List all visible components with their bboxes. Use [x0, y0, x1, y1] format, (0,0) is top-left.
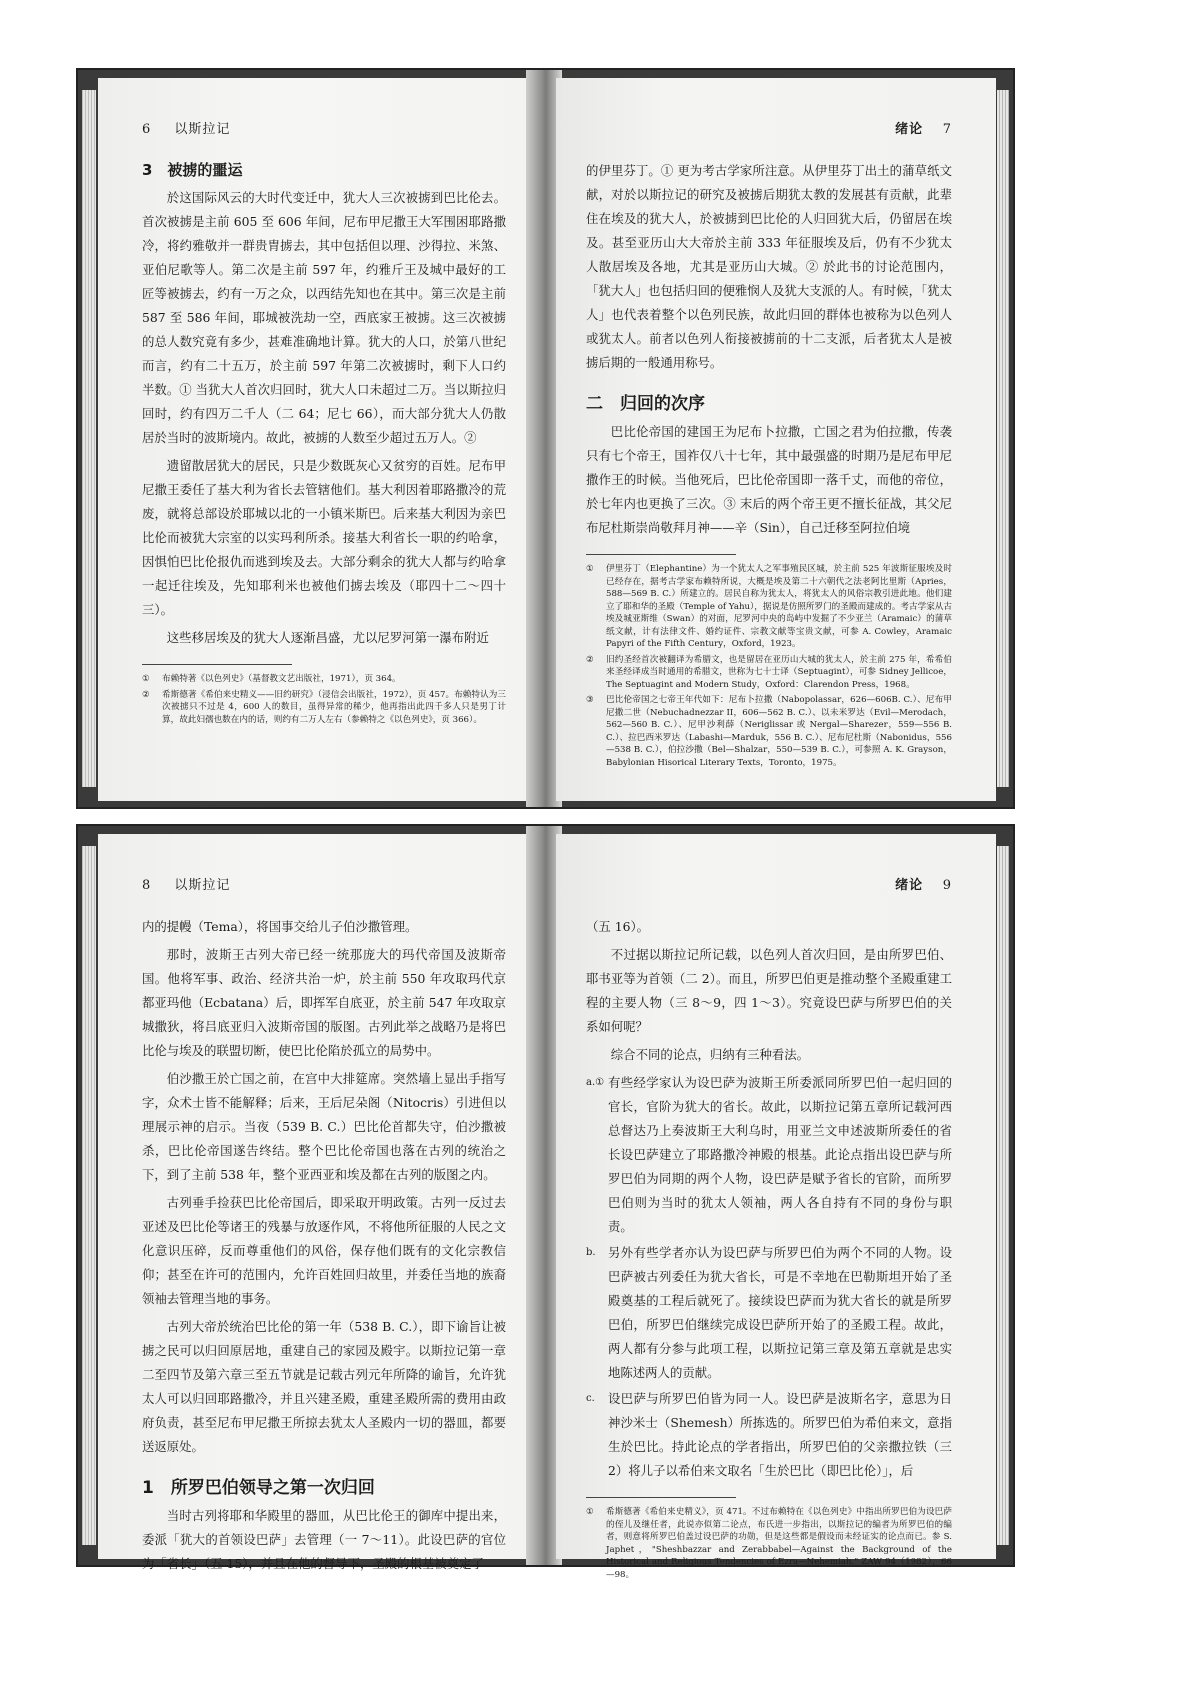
- footnote-text: 布赖特著《以色列史》（基督教文艺出版社，1971），页 364。: [162, 674, 401, 684]
- list-marker: b.: [586, 1247, 596, 1258]
- footnote-rule: [586, 1497, 736, 1498]
- footnote-mark: ①: [586, 1507, 594, 1517]
- page-edges-right: [997, 846, 1009, 1545]
- page-header: [586, 118, 952, 137]
- section-heading: 二 归回的次序: [586, 394, 705, 414]
- footnote-mark: ②: [586, 654, 594, 665]
- running-title: 绪论: [895, 122, 924, 137]
- page-number: 8: [142, 878, 152, 893]
- footnote: [586, 654, 952, 692]
- list-text: 另外有些学者亦认为设巴萨与所罗巴伯为两个不同的人物。设巴萨被古列委任为犹大省长，可是不幸地在巴勒斯坦开始了圣殿奠基的工程后就死了。接续设巴萨而为犹大省长的就是所罗巴伯，所罗巴伯继续完成设巴萨所开始了的圣殿工程。故此，两人都有分参与此项工程，以斯拉记第三章及第五章就是忠实地陈述两人的贡献。: [608, 1245, 952, 1380]
- footnote-mark: ①: [142, 674, 150, 684]
- list-item: [586, 1241, 952, 1385]
- list-text: 设巴萨与所罗巴伯皆为同一人。设巴萨是波斯名字，意思为日神沙米士（Shemesh）所拣选的。所罗巴伯为希伯来文，意指生於巴比。持此论点的学者指出，所罗巴伯的父亲撒拉铁（三 2）将儿子以希伯来文取名「生於巴比（即巴比伦）」，后: [608, 1391, 952, 1478]
- top-spread: [78, 70, 1013, 807]
- running-title: 以斯拉记: [174, 878, 231, 893]
- paragraph: 当时古列将耶和华殿里的器皿，从巴比伦王的御库中提出来，委派「犹大的首领设巴萨」去管理（一 7～11）。此设巴萨的官位为「省长」（五 15），并且在他的督导下，圣殿的根基被奠定了: [142, 1508, 506, 1571]
- page-8: [98, 834, 532, 1571]
- paragraph: 那时，波斯王古列大帝已经一统那庞大的玛代帝国及波斯帝国。他将军事、政治、经济共治一炉，於主前 550 年攻取玛代京都亚玛他（Ecbatana）后，即挥军自底亚，於主前 547 年攻取京城撒狄，将吕底亚归入波斯帝国的版图。古列此举之战略乃是将巴比伦与埃及的联盟切断，使巴比伦陷於孤立的局势中。: [142, 947, 506, 1058]
- paragraph: 内的提幔（Tema），将国事交给儿子伯沙撒管理。: [142, 919, 418, 934]
- footnote: [142, 673, 506, 686]
- paragraph: 不过据以斯拉记所记载，以色列人首次归回，是由所罗巴伯、耶书亚等为首领（二 2）。而且，所罗巴伯更是推动整个圣殿重建工程的主要人物（三 8～9，四 1～3）。究竟设巴萨与所罗巴伯的关系如何呢？: [586, 947, 952, 1034]
- footnote-text: 希斯德著《希伯来史精义》，页 471。不过布赖特在《以色列史》中指出所罗巴伯为设巴萨的侄儿及继任者，此说亦似第二论点，布氏进一步指出，以斯拉记的编者为所罗巴伯的编者，则意将所罗巴伯盖过设巴萨的功勋，但是这些都是假设而未经证实的论点而已。参 S. Japhet，"Sheshbazzar and Zerabbabel—Against the Background of the Historical and Religious Tendencies of Ezra—Nehemiah." ZAW 94（1982），66—98。: [606, 1507, 952, 1580]
- footnote-mark: ②: [142, 689, 150, 700]
- page-edges-right: [997, 90, 1009, 787]
- footnote-text: 巴比伦帝国之七帝王年代如下：尼布卜拉撒（Nabopolassar，626—606B. C.）、尼布甲尼撒二世（Nebuchadnezzar II，606—562 B. C.）、以未米罗达（Evil—Merodach，562—560 B. C.）、尼甲沙利薛（Neriglissar 或 Nergal—Sharezer，559—556 B. C.）、拉巴西米罗达（Labashi—Marduk，556 B. C.）、尼布尼杜斯（Nabonidus，556—538 B. C.），伯拉沙撒（Bel—Shalzar，550—539 B. C.），可参照 A. K. Grayson，Babylonian Hisorical Literary Texts，Toronto，1975。: [606, 695, 952, 768]
- paragraph: 遗留散居犹大的居民，只是少数既灰心又贫穷的百姓。尼布甲尼撒王委任了基大利为省长去管辖他们。基大利因着耶路撒冷的荒废，就将总部设於耶城以北的一小镇米斯巴。后来基大利因为亲巴比伦而被犹大宗室的以实玛利所杀。接基大利省长一职的约哈拿，因惧怕巴比伦报仇而逃到埃及去。大部分剩余的犹大人都与约哈拿一起迁往埃及，先知耶利米也被他们掳去埃及（耶四十二～四十三）。: [142, 458, 506, 617]
- page-edges-left: [82, 846, 96, 1545]
- bottom-spread: [78, 826, 1013, 1580]
- footnote-rule: [142, 664, 292, 665]
- page-9: [556, 834, 996, 1580]
- running-title: 绪论: [895, 878, 924, 893]
- footnote: [586, 563, 952, 651]
- page-edges-left: [82, 90, 96, 787]
- footnote-text: 希斯德著《希伯来史精义——旧约研究》（浸信会出版社，1972），页 457。布赖特认为三次被掳只不过是 4，600 人的数目，虽得异常的稀少，他再指出此四千多人只是男丁计算，故此妇孺也数在内的话，则约有二万人左右（参赖特之《以色列史》，页 366）。: [162, 689, 506, 725]
- page-number: 9: [942, 878, 952, 893]
- paragraph: 於这国际风云的大时代变迁中，犹大人三次被掳到巴比伦去。首次被掳是主前 605 至 606 年间，尼布甲尼撒王大军围困耶路撒冷，将约雅敬并一群贵胄掳去，其中包括但以理、沙得拉、米煞、亚伯尼歌等人。第二次是主前 597 年，约雅斤王及城中最好的工匠等被掳去，约有一万之众，以西结先知也在其中。第三次是主前 587 至 586 年间，耶城被洗劫一空，西底家王被掳。这三次被掳的总人数究竟有多少，甚难准确地计算。犹大的人口，於第八世纪而言，约有二十五万，於主前 597 年第二次被掳时，剩下人口约半数。① 当犹大人首次归回时，犹大人口未超过二万。当以斯拉归回时，约有四万二千人（二 64；尼七 66），而大部分犹大人仍散居於当时的波斯境内。故此，被掳的人数至少超过五万人。②: [142, 190, 506, 445]
- page-6: [98, 78, 532, 801]
- running-title: 以斯拉记: [174, 122, 231, 137]
- section-heading: 1 所罗巴伯领导之第一次归回: [142, 1478, 375, 1498]
- list-marker: a.①: [586, 1077, 605, 1088]
- list-item: [586, 1387, 952, 1483]
- paragraph: 古列大帝於统治巴比伦的第一年（538 B. C.），即下谕旨让被掳之民可以归回原居地，重建自己的家园及殿宇。以斯拉记第一章二至四节及第六章三至五节就是记载古列元年所降的谕旨，允许犹太人可以归回耶路撒冷，并且兴建圣殿，重建圣殿所需的费用由政府负责，甚至尼布甲尼撒王所掠去犹太人圣殿内一切的器皿，都要送返原处。: [142, 1319, 506, 1454]
- list-text: 有些经学家认为设巴萨为波斯王所委派同所罗巴伯一起归回的官长，官阶为犹大的省长。故此，以斯拉记第五章所记载河西总督达乃上奏波斯王大利乌时，用亚兰文申述波斯所委任的省长设巴萨建立了耶路撒冷神殿的根基。此论点指出设巴萨与所罗巴伯为同期的两个人物，设巴萨是赋予省长的官阶，而所罗巴伯则为当时的犹太人领袖，两人各自持有不同的身份与职责。: [608, 1075, 952, 1234]
- list-item: [586, 1071, 952, 1239]
- page-number: 6: [142, 122, 152, 137]
- list-marker: c.: [586, 1393, 595, 1404]
- page-header: [142, 874, 506, 893]
- footnote-text: 伊里芬丁（Elephantine）为一个犹太人之军事殖民区城，於主前 525 年波斯征服埃及时已经存在，据考古学家布赖特所说，大概是埃及第二十六朝代之法老阿比里斯（Apries，588—569 B. C.）所建立的。居民自称为犹太人，将犹太人的风俗宗教引进此地。他们建立了耶和华的圣殿（Temple of Yahu），据说是仿照所罗门的圣殿而建成的。考古学家从古埃及城亚斯维（Swan）的对面，尼罗河中央的岛屿中发掘了不少亚兰（Aramaic）的蒲草纸文献，计有法律文件、婚约证件、宗教文献等宝贵文献，可参 A. Cowley，Aramaic Papyri of the Fifth Century，Oxford，1923。: [606, 564, 952, 649]
- paragraph: （五 16）。: [586, 919, 650, 934]
- footnote-rule: [586, 554, 736, 555]
- paragraph: 伯沙撒王於亡国之前，在宫中大排筵席。突然墙上显出手指写字，众术士皆不能解释；后来，王后尼朵阁（Nitocris）引进但以理展示神的启示。当夜（539 B. C.）巴比伦首都失守，伯沙撒被杀，巴比伦帝国遂告终结。整个巴比伦帝国也落在古列的统治之下，到了主前 538 年，整个亚西亚和埃及都在古列的版图之内。: [142, 1071, 506, 1182]
- paragraph: 的伊里芬丁。① 更为考古学家所注意。从伊里芬丁出土的蒲草纸文献，对於以斯拉记的研究及被掳后期犹太教的发展甚有贡献，此辈住在埃及的犹大人，於被掳到巴比伦的人归回犹大后，仍留居在埃及。甚至亚历山大大帝於主前 333 年征服埃及后，仍有不少犹太人散居埃及各地，尤其是亚历山大城。② 於此书的讨论范围内，「犹大人」也包括归回的便雅悯人及犹大支派的人。有时候，「犹太人」也代表着整个以色列民族，故此归回的群体也被称为以色列人或犹太人。前者以色列人衔接被掳前的十二支派，后者犹太人是被掳后期的一般通用称号。: [586, 163, 952, 370]
- footnote-mark: ①: [586, 564, 594, 574]
- page-number: 7: [942, 122, 952, 137]
- page-header: [142, 118, 506, 137]
- footnote: [586, 694, 952, 769]
- section-heading: 3 被掳的噩运: [142, 161, 243, 179]
- page-header: [586, 874, 952, 893]
- page-7: [556, 78, 996, 801]
- footnote-text: 旧约圣经首次被翻译为希腊文，也是留居在亚历山大城的犹太人，於主前 275 年，希希伯来圣经译成当时通用的希腊文，世称为七十士译（Septuagint），可参 Sidney Jellicoe，The Septuagint and Modern Study，Oxford：Clarendon Press，1968。: [606, 654, 952, 690]
- paragraph: 古列垂手捡获巴比伦帝国后，即采取开明政策。古列一反过去亚述及巴比伦等诸王的残暴与放逐作风，不将他所征服的人民之文化意识压碎，反而尊重他们的风俗，保存他们既有的文化宗教信仰；甚至在许可的范围内，允许百姓回归故里，并委任当地的族裔领袖去管理当地的事务。: [142, 1195, 506, 1306]
- footnote: [586, 1506, 952, 1581]
- paragraph: 综合不同的论点，归纳有三种看法。: [610, 1047, 810, 1062]
- footnote-mark: ③: [586, 695, 594, 705]
- footnote: [142, 689, 506, 727]
- paragraph: 这些移居埃及的犹大人逐渐昌盛，尤以尼罗河第一瀑布附近: [166, 630, 489, 645]
- paragraph: 巴比伦帝国的建国王为尼布卜拉撒，亡国之君为伯拉撒，传袭只有七个帝王，国祚仅八十七年，其中最强盛的时期乃是尼布甲尼撒作王的时候。当他死后，巴比伦帝国即一落千丈，而他的帝位，於七年内也更换了三次。③ 末后的两个帝王更不擅长征战，其父尼布尼杜斯崇尚敬拜月神——辛（Sin），自己迁移至阿拉伯境: [586, 424, 952, 535]
